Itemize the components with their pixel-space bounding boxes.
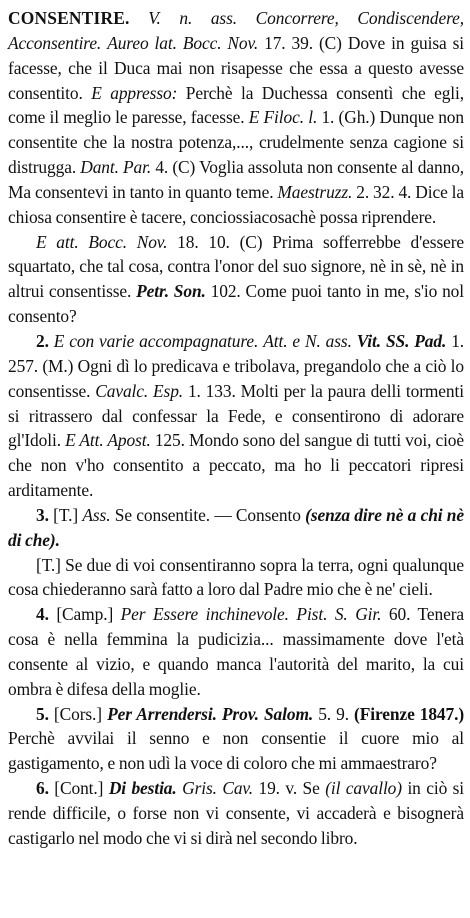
quotation: Molti per la paura delli tormenti si ritrassero dal confessar la Fede, e consentirono di adorare gl'Idoli. (8, 380, 464, 451)
citation-tag: (C) (239, 231, 263, 252)
definition: Per Essere inchinevole. (120, 604, 289, 625)
quotation: Voglia assoluta non consente al danno, Ma consentevi in tanto in quanto teme. (8, 157, 465, 202)
citation-number: 2. 32. 4. (356, 181, 412, 202)
grammar-note: Ass. (82, 504, 111, 525)
source-tag: [Cont.] (54, 778, 104, 799)
definition: Di bestia. (108, 778, 177, 799)
definition: Concorrere, Condiscendere, Acconsentire. (8, 8, 465, 53)
source-tag: [Camp.] (56, 604, 114, 625)
sense-number: 2. (36, 330, 49, 351)
source-citation: Prov. Salom. (221, 703, 314, 724)
definition: E con varie accompagnature. (53, 330, 259, 351)
citation-number: 60. (388, 604, 411, 625)
sense-4 (8, 602, 464, 701)
source-citation: Gris. Cav. (182, 778, 254, 799)
edition-note: (Firenze 1847.) (354, 703, 465, 724)
quotation: Se (302, 778, 320, 799)
sense-number: 6. (36, 778, 49, 799)
sense-3 (8, 503, 464, 553)
sense-2 (8, 329, 464, 503)
example: Se consentite. — Consento (114, 504, 301, 525)
citation-number: 17. 39. (264, 32, 313, 53)
citation-tag: (C) (318, 32, 342, 53)
quotation: Se due di voi consentiranno sopra la terra, ogni qualunque cosa chiederanno sarà fatto a loro dal Padre mio che è ne' cieli. (8, 554, 464, 600)
source-citation: Cavalc. Esp. (95, 380, 184, 401)
citation-number: 102. (210, 281, 241, 302)
source-citation: E Filoc. l. (248, 107, 318, 128)
citation-number: 18. 10. (177, 231, 230, 252)
citation-tag: (C) (172, 157, 196, 178)
entry-consentire (8, 6, 464, 230)
source-citation: Pist. S. Gir. (296, 604, 382, 625)
source-citation: Maestruzz. (277, 181, 353, 202)
citation-number: 4. (155, 157, 169, 178)
citation-number: 19. v. (258, 778, 298, 799)
sense-label: E att. (36, 231, 79, 252)
quotation: Perchè la Duchessa consentì che egli, come il meglio le paresse, facesse. (8, 82, 464, 128)
sense-number: 3. (36, 504, 49, 525)
quotation: Tenera cosa è nella femmina la pudicizia... massimamente dove l'età consente al vizio, e quando manca l'autorità del marito, la cui ombra è difesa della moglie. (8, 604, 464, 699)
source-citation: Vit. SS. Pad. (356, 330, 447, 351)
quotation: Dunque non consentite che la nostra potenza,..., crudelmente senza cagione si distrugga. (8, 107, 464, 178)
source-citation: Dant. Par. (80, 157, 152, 178)
sense-3-example (8, 553, 464, 603)
definition: Per Arrendersi. (107, 703, 217, 724)
source-citation: Petr. Son. (136, 281, 206, 302)
source-tag: [Cors.] (53, 703, 102, 724)
subentry-att (8, 230, 464, 329)
grammar-note: Att. e N. ass. (263, 330, 352, 351)
citation-number: 1. (321, 107, 335, 128)
citation-number: 125. (154, 430, 185, 451)
headword: CONSENTIRE. (8, 8, 130, 28)
citation-number: 1. 257. (8, 330, 465, 376)
source-citation: Bocc. Nov. (88, 231, 168, 252)
source-citation: Bocc. Nov. (182, 32, 259, 53)
quotation: Prima sofferrebbe d'essere squartato, che tal cosa, contra l'onor del suo signore, nè in sè, nè in altrui consentisse. (8, 231, 465, 302)
source-citation: E Att. Apost. (65, 430, 151, 451)
quotation: Perchè avvilai il senno e non consentie il cuore mio al gastigamento, e non udì la voce di coloro che mi ammaestraro? (8, 728, 464, 774)
citation-number: 5. 9. (318, 703, 349, 724)
example-note: (senza dire nè a chi nè di che). (8, 504, 464, 550)
sense-number: 4. (36, 604, 49, 625)
quotation: Dove in guisa si facesse, che il Duca mai non risapesse che essa a questo avesse consentito. (8, 32, 465, 103)
sense-5 (8, 702, 464, 777)
citation-tag: (Gh.) (338, 107, 376, 128)
source-tag: [T.] (53, 504, 79, 525)
source-citation: E appresso: (91, 82, 178, 103)
sense-6 (8, 776, 464, 851)
citation-number: 1. 133. (187, 380, 236, 401)
quotation: Mondo sono del sangue di tutti voi, cioè che non v'ho consentito a peccato, ma ho li peccatori ripresi arditamente. (8, 430, 465, 501)
part-of-speech: V. n. ass. (148, 8, 238, 28)
usage-note: Aureo lat. (107, 32, 177, 53)
quotation: Ogni dì lo predicava e tribolava, pregandolo che a ciò lo consentisse. (8, 355, 464, 401)
quotation: Come puoi tanto in me, s'io nol consento? (8, 281, 465, 327)
quotation: in ciò si rende difficile, o forse non vi consente, vi accaderà e bisognerà castigarlo nel modo che vi si dirà nel secondo libro. (8, 778, 465, 848)
source-tag: [T.] (36, 554, 61, 575)
quotation: Dice la chiosa consentire è tacere, conciossiacosachè possa riprendere. (8, 181, 465, 227)
sense-number: 5. (36, 703, 49, 724)
citation-tag: (M.) (42, 355, 74, 376)
inline-note: (il cavallo) (325, 778, 402, 799)
